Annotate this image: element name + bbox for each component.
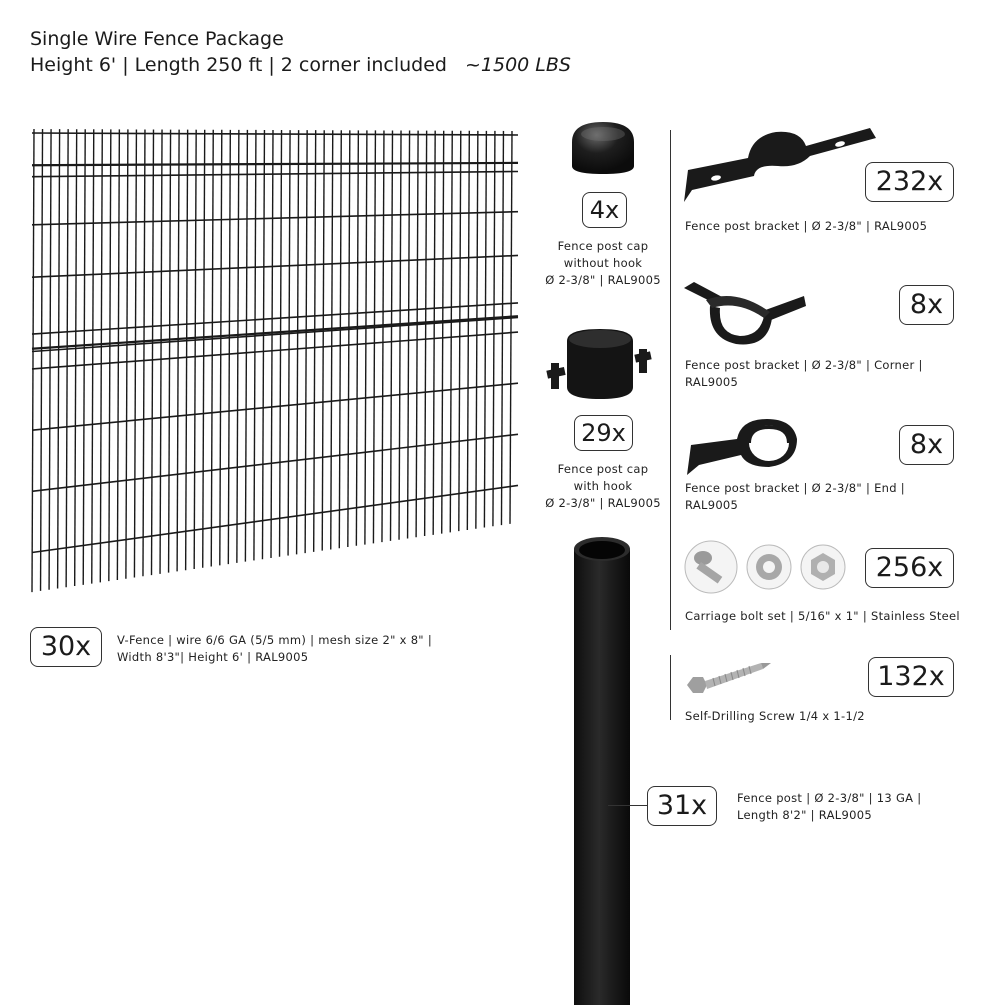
- bracket-corner-qty-badge: 8x: [899, 285, 954, 325]
- cap-hook-line2: with hook: [573, 479, 633, 493]
- post-qty-badge: 31x: [647, 786, 717, 826]
- screw-description: [685, 708, 865, 725]
- cap-no-hook-description: [528, 238, 678, 289]
- bracket-corner-line2: RAL9005: [685, 375, 739, 389]
- carriage-bolt-icon: [683, 540, 853, 595]
- carriage-bolt-line1: Carriage bolt set | 5/16" x 1" | Stainless Steel: [685, 609, 960, 623]
- cap-hook-line1: Fence post cap: [557, 462, 649, 476]
- bracket-end-description: [685, 480, 905, 514]
- bracket-corner-description: [685, 357, 923, 391]
- bracket-standard-qty-badge: 232x: [865, 162, 954, 202]
- divider-line: [670, 130, 671, 630]
- carriage-bolt-qty-badge: 256x: [865, 548, 954, 588]
- cap-hook-description: [528, 461, 678, 512]
- post-cap-icon: [568, 120, 638, 180]
- cap-hook-qty-badge: 29x: [574, 415, 633, 451]
- fence-desc-line2: Width 8'3"| Height 6' | RAL9005: [117, 650, 309, 664]
- fence-post-image: [570, 535, 640, 1005]
- fence-panel-image: [28, 115, 528, 605]
- cap-hook-line3: Ø 2-3/8" | RAL9005: [545, 496, 661, 510]
- fence-qty-badge: 30x: [30, 627, 102, 667]
- self-drilling-screw-icon: [683, 655, 773, 700]
- bracket-standard-description: [685, 218, 927, 235]
- divider-line-lower: [670, 655, 671, 720]
- post-line2: Length 8'2" | RAL9005: [737, 808, 872, 822]
- fence-description: [117, 632, 432, 666]
- bracket-standard-line1: Fence post bracket | Ø 2-3/8" | RAL9005: [685, 219, 928, 233]
- end-bracket-icon: [685, 415, 815, 480]
- fence-desc-line1: V-Fence | wire 6/6 GA (5/5 mm) | mesh size 2" x 8" |: [117, 633, 433, 647]
- package-title: Single Wire Fence Package: [30, 28, 284, 50]
- bracket-corner-line1: Fence post bracket | Ø 2-3/8" | Corner |: [685, 358, 923, 372]
- corner-bracket-icon: [680, 278, 810, 353]
- post-leader-line: [608, 805, 648, 806]
- post-description: [737, 790, 921, 824]
- bracket-end-line1: Fence post bracket | Ø 2-3/8" | End |: [685, 481, 905, 495]
- specs-text: Height 6' | Length 250 ft | 2 corner included: [30, 54, 447, 76]
- carriage-bolt-description: [685, 608, 960, 625]
- screw-line1: Self-Drilling Screw 1/4 x 1-1/2: [685, 709, 865, 723]
- cap-no-hook-line3: Ø 2-3/8" | RAL9005: [545, 273, 661, 287]
- hook-cap-icon: [545, 325, 655, 405]
- weight-text: ~1500 LBS: [464, 54, 571, 76]
- package-specs: [30, 52, 571, 78]
- bracket-end-qty-badge: 8x: [899, 425, 954, 465]
- post-line1: Fence post | Ø 2-3/8" | 13 GA |: [737, 791, 922, 805]
- cap-no-hook-qty-badge: 4x: [582, 192, 627, 228]
- cap-no-hook-line1: Fence post cap: [557, 239, 649, 253]
- fence-bracket-icon: [680, 120, 880, 205]
- screw-qty-badge: 132x: [868, 657, 954, 697]
- cap-no-hook-line2: without hook: [563, 256, 643, 270]
- bracket-end-line2: RAL9005: [685, 498, 739, 512]
